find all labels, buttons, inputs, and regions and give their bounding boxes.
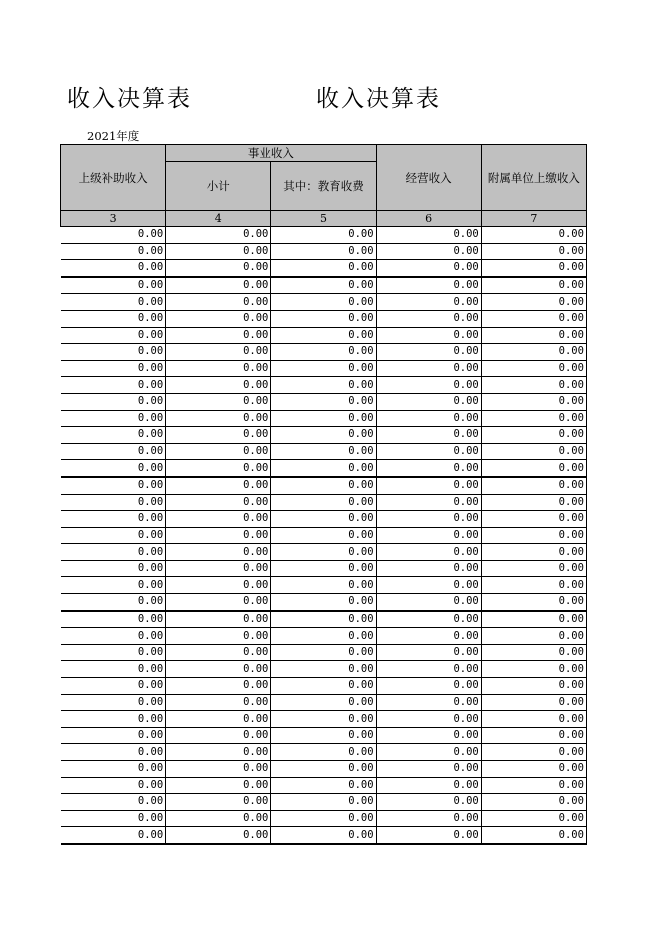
table-row: [61, 711, 587, 728]
table-cell: 0.00: [481, 628, 586, 645]
income-final-account-table: [60, 144, 587, 845]
table-row: [61, 594, 587, 611]
table-cell: 0.00: [61, 527, 166, 544]
table-cell: 0.00: [376, 678, 481, 695]
table-cell: 0.00: [376, 777, 481, 794]
table-cell: 0.00: [481, 678, 586, 695]
table-cell: 0.00: [271, 794, 376, 811]
table-cell: 0.00: [376, 243, 481, 260]
table-cell: 0.00: [166, 494, 271, 511]
column-number: 5: [271, 211, 376, 227]
table-cell: 0.00: [166, 243, 271, 260]
column-number: 3: [61, 211, 166, 227]
table-cell: 0.00: [271, 661, 376, 678]
table-cell: 0.00: [481, 661, 586, 678]
table-cell: 0.00: [376, 327, 481, 344]
table-cell: 0.00: [166, 577, 271, 594]
table-cell: 0.00: [481, 294, 586, 311]
table-cell: 0.00: [376, 761, 481, 778]
table-cell: 0.00: [481, 344, 586, 361]
table-cell: 0.00: [271, 294, 376, 311]
table-cell: 0.00: [481, 727, 586, 744]
table-cell: 0.00: [61, 294, 166, 311]
table-cell: 0.00: [61, 393, 166, 410]
table-row: [61, 628, 587, 645]
table-cell: 0.00: [481, 427, 586, 444]
table-cell: 0.00: [376, 644, 481, 661]
fiscal-year-label: 2021年度: [87, 129, 140, 143]
table-row: [61, 794, 587, 811]
table-row: [61, 744, 587, 761]
table-cell: 0.00: [61, 260, 166, 277]
table-cell: 0.00: [376, 477, 481, 494]
table-cell: 0.00: [61, 443, 166, 460]
table-cell: 0.00: [166, 294, 271, 311]
table-cell: 0.00: [481, 327, 586, 344]
table-cell: 0.00: [61, 761, 166, 778]
table-cell: 0.00: [481, 494, 586, 511]
table-cell: 0.00: [271, 477, 376, 494]
table-cell: 0.00: [61, 611, 166, 628]
table-cell: 0.00: [271, 711, 376, 728]
table-row: [61, 827, 587, 844]
table-cell: 0.00: [166, 727, 271, 744]
table-cell: 0.00: [271, 377, 376, 394]
table-row: [61, 427, 587, 444]
table-row: [61, 761, 587, 778]
table-cell: 0.00: [271, 443, 376, 460]
table-cell: 0.00: [61, 777, 166, 794]
table-row: [61, 344, 587, 361]
table-row: [61, 294, 587, 311]
table-cell: 0.00: [166, 777, 271, 794]
table-cell: 0.00: [271, 494, 376, 511]
table-row: [61, 227, 587, 244]
table-row: [61, 777, 587, 794]
table-cell: 0.00: [166, 443, 271, 460]
table-cell: 0.00: [481, 443, 586, 460]
table-cell: 0.00: [61, 678, 166, 695]
table-cell: 0.00: [481, 511, 586, 528]
column-number: 4: [166, 211, 271, 227]
table-cell: 0.00: [271, 327, 376, 344]
table-cell: 0.00: [481, 227, 586, 244]
table-cell: 0.00: [481, 560, 586, 577]
table-cell: 0.00: [166, 511, 271, 528]
table-cell: 0.00: [271, 243, 376, 260]
table-cell: 0.00: [271, 777, 376, 794]
table-row: [61, 393, 587, 410]
table-cell: 0.00: [166, 744, 271, 761]
table-cell: 0.00: [271, 277, 376, 294]
table-cell: 0.00: [61, 310, 166, 327]
table-cell: 0.00: [271, 360, 376, 377]
table-cell: 0.00: [166, 310, 271, 327]
table-cell: 0.00: [481, 410, 586, 427]
table-cell: 0.00: [481, 460, 586, 477]
table-row: [61, 443, 587, 460]
table-cell: 0.00: [166, 527, 271, 544]
table-cell: 0.00: [271, 544, 376, 561]
table-cell: 0.00: [166, 377, 271, 394]
table-cell: 0.00: [376, 827, 481, 844]
table-cell: 0.00: [481, 310, 586, 327]
table-cell: 0.00: [481, 277, 586, 294]
table-cell: 0.00: [376, 661, 481, 678]
table-cell: 0.00: [481, 527, 586, 544]
table-cell: 0.00: [166, 360, 271, 377]
table-cell: 0.00: [271, 644, 376, 661]
table-cell: 0.00: [376, 810, 481, 827]
table-cell: 0.00: [271, 560, 376, 577]
table-cell: 0.00: [166, 344, 271, 361]
table-cell: 0.00: [376, 494, 481, 511]
table-cell: 0.00: [61, 744, 166, 761]
table-cell: 0.00: [61, 544, 166, 561]
table-cell: 0.00: [271, 761, 376, 778]
table-cell: 0.00: [166, 644, 271, 661]
column-number: 7: [481, 211, 586, 227]
table-cell: 0.00: [61, 560, 166, 577]
table-cell: 0.00: [376, 377, 481, 394]
header-subtotal: 小计: [166, 162, 271, 211]
table-cell: 0.00: [166, 544, 271, 561]
table-cell: 0.00: [61, 227, 166, 244]
table-cell: 0.00: [481, 477, 586, 494]
table-cell: 0.00: [166, 477, 271, 494]
table-row: [61, 477, 587, 494]
table-cell: 0.00: [271, 260, 376, 277]
header-education-fee: 其中：教育收费: [271, 162, 376, 211]
table-cell: 0.00: [61, 577, 166, 594]
table-cell: 0.00: [271, 460, 376, 477]
table-cell: 0.00: [271, 827, 376, 844]
table-cell: 0.00: [376, 277, 481, 294]
table-cell: 0.00: [166, 260, 271, 277]
header-superior-subsidy: 上级补助收入: [61, 145, 166, 211]
table-cell: 0.00: [166, 427, 271, 444]
table-body: [61, 227, 587, 844]
table-cell: 0.00: [481, 611, 586, 628]
table-cell: 0.00: [481, 377, 586, 394]
table-cell: 0.00: [376, 511, 481, 528]
table-cell: 0.00: [376, 611, 481, 628]
table-cell: 0.00: [271, 227, 376, 244]
table-cell: 0.00: [481, 777, 586, 794]
table-cell: 0.00: [166, 810, 271, 827]
table-cell: 0.00: [166, 794, 271, 811]
table-cell: 0.00: [271, 393, 376, 410]
table-row: [61, 460, 587, 477]
page-title-left: 收入决算表: [67, 86, 192, 112]
table-cell: 0.00: [376, 344, 481, 361]
table-cell: 0.00: [61, 727, 166, 744]
table-cell: 0.00: [481, 594, 586, 611]
table-row: [61, 310, 587, 327]
table-cell: 0.00: [271, 744, 376, 761]
table-cell: 0.00: [61, 477, 166, 494]
table-cell: 0.00: [481, 794, 586, 811]
table-cell: 0.00: [376, 294, 481, 311]
table-row: [61, 527, 587, 544]
table-cell: 0.00: [481, 827, 586, 844]
table-cell: 0.00: [376, 794, 481, 811]
table-cell: 0.00: [166, 227, 271, 244]
table-row: [61, 260, 587, 277]
table-cell: 0.00: [61, 243, 166, 260]
table-cell: 0.00: [481, 810, 586, 827]
table-cell: 0.00: [271, 344, 376, 361]
table-row: [61, 611, 587, 628]
table-row: [61, 410, 587, 427]
table-cell: 0.00: [376, 560, 481, 577]
table-cell: 0.00: [61, 377, 166, 394]
table-cell: 0.00: [166, 678, 271, 695]
table-cell: 0.00: [481, 360, 586, 377]
table-cell: 0.00: [376, 260, 481, 277]
table-row: [61, 243, 587, 260]
table-row: [61, 511, 587, 528]
table-cell: 0.00: [481, 761, 586, 778]
table-cell: 0.00: [166, 277, 271, 294]
table-cell: 0.00: [376, 443, 481, 460]
table-cell: 0.00: [61, 360, 166, 377]
table-cell: 0.00: [61, 644, 166, 661]
table-cell: 0.00: [61, 827, 166, 844]
header-operating-income: 经营收入: [376, 145, 481, 211]
table-cell: 0.00: [166, 711, 271, 728]
table-cell: 0.00: [61, 694, 166, 711]
table-cell: 0.00: [271, 628, 376, 645]
table-cell: 0.00: [271, 678, 376, 695]
table-cell: 0.00: [376, 360, 481, 377]
table-row: [61, 277, 587, 294]
table-cell: 0.00: [271, 810, 376, 827]
table-row: [61, 810, 587, 827]
table-cell: 0.00: [271, 694, 376, 711]
table-cell: 0.00: [61, 511, 166, 528]
table-row: [61, 327, 587, 344]
table-cell: 0.00: [166, 628, 271, 645]
table-cell: 0.00: [376, 310, 481, 327]
table-row: [61, 727, 587, 744]
table-cell: 0.00: [166, 560, 271, 577]
table-row: [61, 644, 587, 661]
table-cell: 0.00: [481, 694, 586, 711]
table-cell: 0.00: [166, 661, 271, 678]
table-cell: 0.00: [376, 727, 481, 744]
table-row: [61, 678, 587, 695]
table-row: [61, 661, 587, 678]
table-cell: 0.00: [271, 727, 376, 744]
table-cell: 0.00: [166, 611, 271, 628]
table-cell: 0.00: [481, 260, 586, 277]
table-cell: 0.00: [166, 694, 271, 711]
table-cell: 0.00: [481, 393, 586, 410]
table-cell: 0.00: [376, 694, 481, 711]
table-cell: 0.00: [61, 327, 166, 344]
table-cell: 0.00: [166, 410, 271, 427]
table-cell: 0.00: [271, 577, 376, 594]
table-cell: 0.00: [271, 427, 376, 444]
table-cell: 0.00: [166, 827, 271, 844]
table-cell: 0.00: [376, 527, 481, 544]
table-cell: 0.00: [61, 794, 166, 811]
table-cell: 0.00: [481, 744, 586, 761]
table-cell: 0.00: [376, 393, 481, 410]
table-cell: 0.00: [61, 628, 166, 645]
table-cell: 0.00: [271, 511, 376, 528]
header-business-income: 事业收入: [166, 145, 376, 162]
table-cell: 0.00: [166, 460, 271, 477]
table-cell: 0.00: [271, 410, 376, 427]
table-cell: 0.00: [61, 810, 166, 827]
header-affiliated-remit: 附属单位上缴收入: [481, 145, 586, 211]
table-cell: 0.00: [481, 544, 586, 561]
table-cell: 0.00: [376, 594, 481, 611]
table-cell: 0.00: [376, 427, 481, 444]
table-cell: 0.00: [271, 310, 376, 327]
table-row: [61, 694, 587, 711]
table-cell: 0.00: [61, 711, 166, 728]
table-cell: 0.00: [376, 577, 481, 594]
table-cell: 0.00: [61, 494, 166, 511]
table-cell: 0.00: [376, 410, 481, 427]
table-cell: 0.00: [376, 460, 481, 477]
table-cell: 0.00: [376, 227, 481, 244]
table-cell: 0.00: [481, 711, 586, 728]
page-title-right: 收入决算表: [316, 86, 441, 112]
table-cell: 0.00: [166, 761, 271, 778]
table-cell: 0.00: [61, 410, 166, 427]
table-cell: 0.00: [376, 544, 481, 561]
table-cell: 0.00: [61, 594, 166, 611]
table-cell: 0.00: [481, 577, 586, 594]
table-row: [61, 544, 587, 561]
table-row: [61, 360, 587, 377]
table-cell: 0.00: [481, 243, 586, 260]
table-cell: 0.00: [61, 277, 166, 294]
table-cell: 0.00: [376, 744, 481, 761]
column-number: 6: [376, 211, 481, 227]
table-cell: 0.00: [376, 711, 481, 728]
table-row: [61, 377, 587, 394]
table-cell: 0.00: [271, 611, 376, 628]
table-row: [61, 494, 587, 511]
table-cell: 0.00: [61, 427, 166, 444]
table-cell: 0.00: [376, 628, 481, 645]
table-cell: 0.00: [166, 594, 271, 611]
table-cell: 0.00: [271, 527, 376, 544]
table-row: [61, 560, 587, 577]
table-cell: 0.00: [166, 393, 271, 410]
table-cell: 0.00: [61, 460, 166, 477]
table-cell: 0.00: [61, 661, 166, 678]
table-cell: 0.00: [481, 644, 586, 661]
table-cell: 0.00: [271, 594, 376, 611]
table-cell: 0.00: [61, 344, 166, 361]
table-cell: 0.00: [166, 327, 271, 344]
table-row: [61, 577, 587, 594]
